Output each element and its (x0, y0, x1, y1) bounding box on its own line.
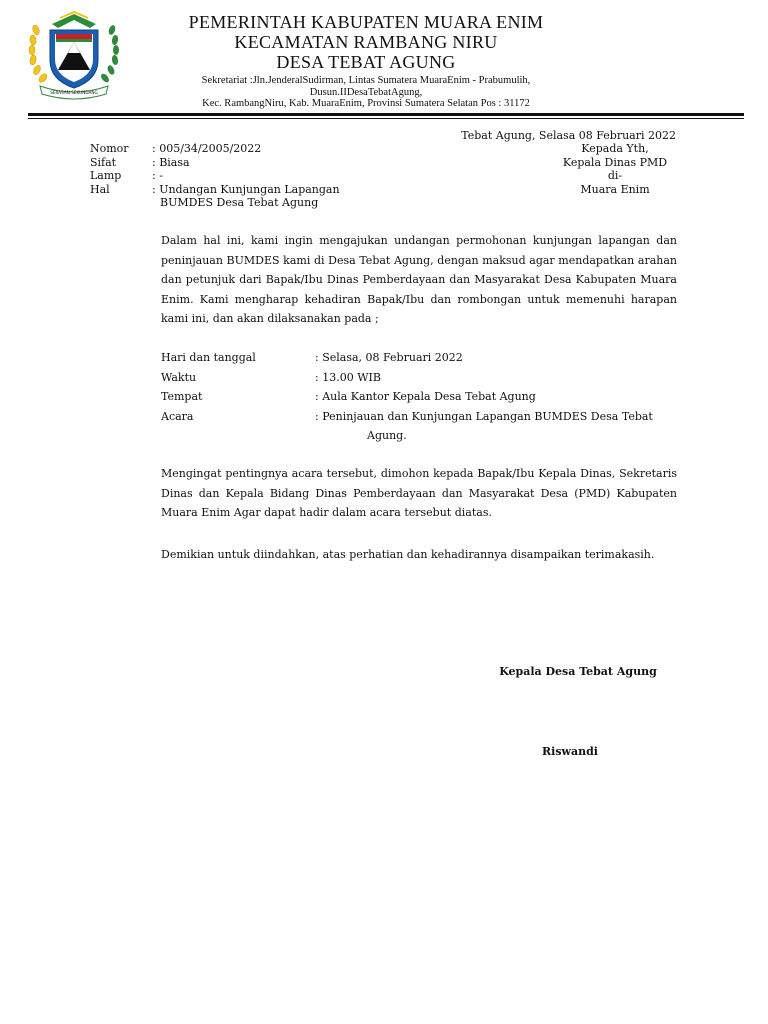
detail-row-date: Hari dan tanggal : Selasa, 08 Februari 2022 (161, 351, 463, 364)
regency-emblem-icon (22, 10, 126, 102)
meta-row-nomor: Nomor : 005/34/2005/2022 (90, 142, 262, 155)
body-paragraph-intro: Dalam hal ini, kami ingin mengajukan undangan permohonan kunjungan lapangan dan peninjauan BUMDES kami di Desa Tebat Agung, dengan maksud agar mendapatkan arahan dan petunjuk dari Bapak/Ibu Dinas Pemberdayaan dan Masyarakat Desa Kabupaten Muara Enim. Kami mengharap kehadiran Bapak/Ibu dan rombongan untuk memenuhi harapan kami ini, dan akan dilaksanakan pada ; (161, 234, 677, 326)
letterhead-village: DESA TEBAT AGUNG (276, 52, 456, 72)
body-paragraph-closing: Demikian untuk diindahkan, atas perhatian dan kehadirannya disampaikan terimakasih. (161, 548, 655, 561)
letterhead-address: Sekretariat :Jln.JenderalSudirman, Lintas Sumatera MuaraEnim - Prabumulih, Dusun.IIDesaTebatAgung, Kec. RambangNiru, Kab. MuaraEnim, Provinsi Sumatera Selatan Pos : 31172 (201, 75, 531, 109)
body-paragraph-request: Mengingat pentingnya acara tersebut, dimohon kepada Bapak/Ibu Kepala Dinas, Sekretaris Dinas dan Kepala Bidang Dinas Pemberdayaan dan Masyarakat Desa (PMD) Kabupaten Muara Enim Agar dapat hadir dalam acara tersebut diatas. (161, 467, 677, 520)
letterhead (150, 12, 582, 110)
detail-row-place: Tempat : Aula Kantor Kepala Desa Tebat Agung (161, 390, 536, 404)
letterhead-government: PEMERINTAH KABUPATEN MUARA ENIM (188, 12, 544, 32)
signature-name: Riswandi (542, 745, 598, 758)
letterhead-district: KECAMATAN RAMBANG NIRU (234, 32, 498, 52)
logo-motto: SERASAN SEKUNDANG (50, 90, 98, 95)
event-details (161, 348, 681, 446)
meta-row-sifat: Sifat : Biasa (90, 155, 190, 169)
recipient-block: Kepada Yth, Kepala Dinas PMD di- Muara Enim (562, 142, 668, 196)
letter-meta (90, 142, 340, 210)
detail-row-agenda: Acara : Peninjauan dan Kunjungan Lapangan BUMDES Desa Tebat (161, 409, 653, 423)
letterhead-divider-thin (28, 118, 744, 119)
detail-agenda-continuation: Agung. (367, 429, 407, 443)
letter-date: Tebat Agung, Selasa 08 Februari 2022 (461, 129, 676, 142)
detail-row-time: Waktu : 13.00 WIB (161, 370, 381, 384)
meta-row-hal: Hal : Undangan Kunjungan Lapangan (90, 182, 340, 196)
meta-row-lamp: Lamp : - (90, 169, 163, 182)
meta-hal-continuation: BUMDES Desa Tebat Agung (160, 196, 319, 209)
signature-title: Kepala Desa Tebat Agung (499, 665, 657, 678)
letterhead-divider (28, 113, 744, 116)
